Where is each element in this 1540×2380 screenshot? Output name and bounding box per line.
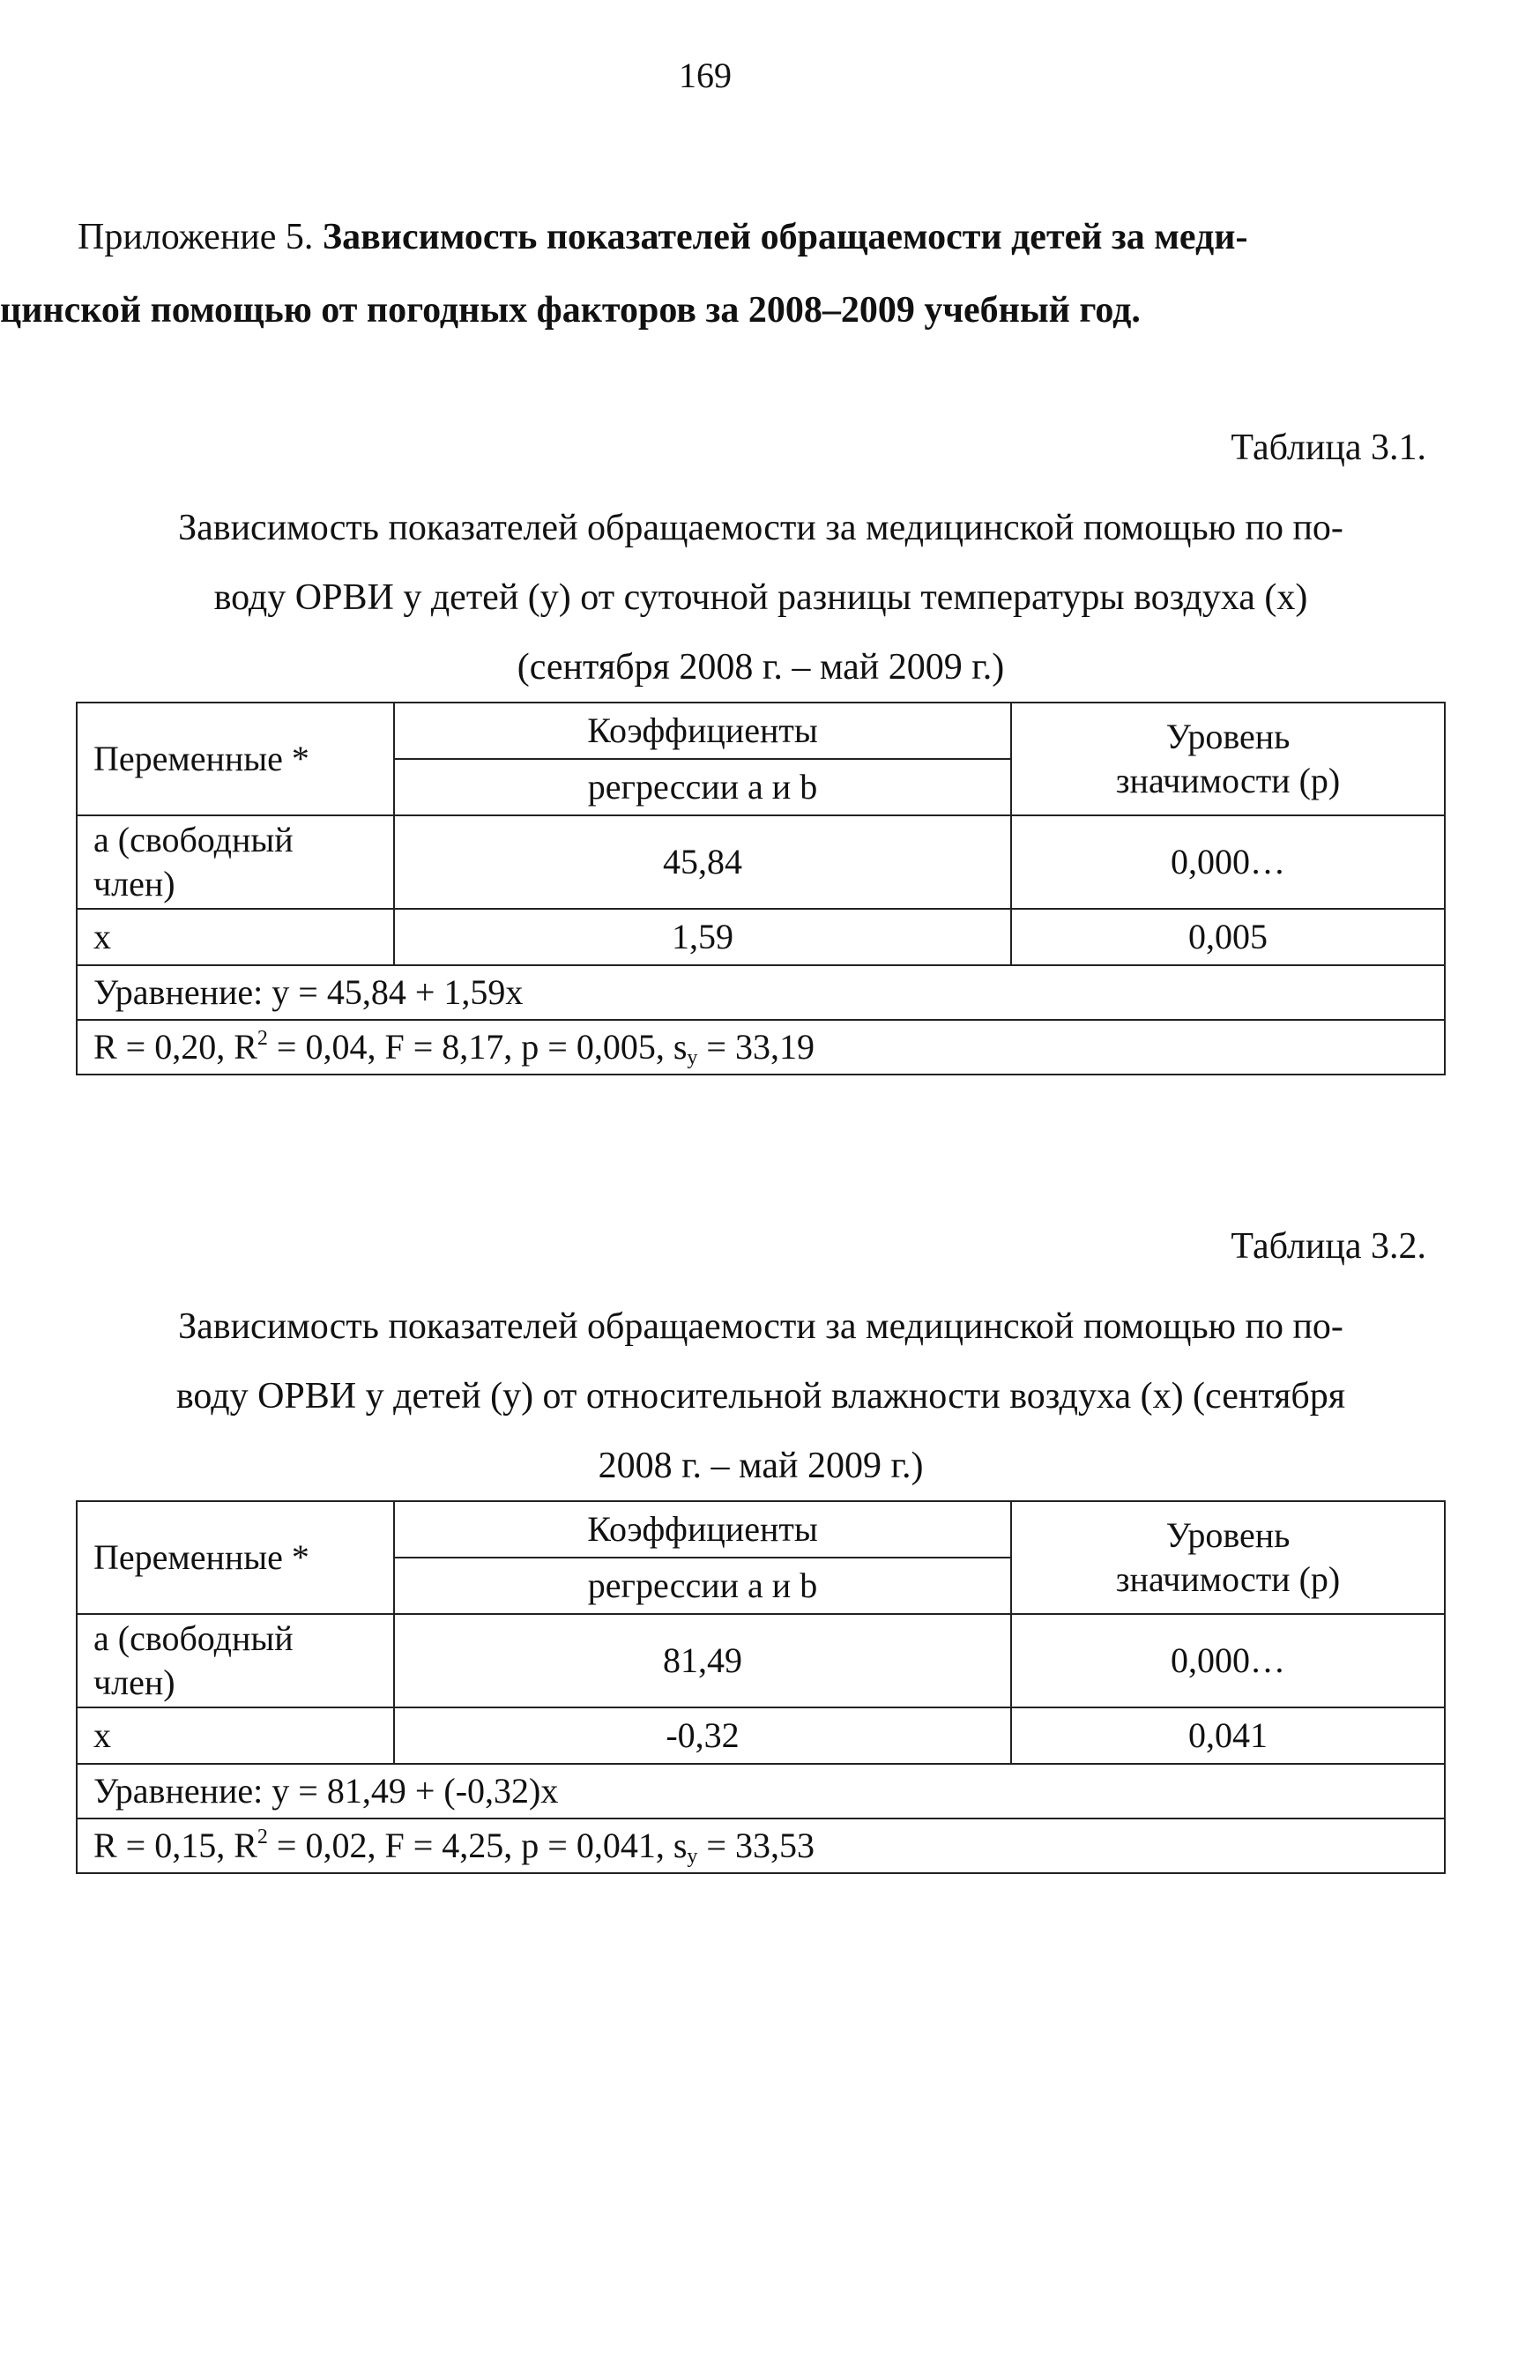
row-coefficient: 45,84 (394, 815, 1011, 909)
row-p-value: 0,041 (1011, 1707, 1445, 1764)
header-significance (1011, 1501, 1445, 1614)
header-sig-top: Уровень (1165, 717, 1291, 756)
header-row (77, 1501, 1445, 1558)
stat-mid: = 0,04, F = 8,17, p = 0,005, s (267, 1027, 688, 1067)
row-variable-line1: a (свободный (93, 1618, 294, 1658)
table-label-1: Таблица 3.1. (1231, 428, 1426, 468)
row-p-value: 0,000… (1011, 815, 1445, 909)
table-label-2: Таблица 3.2. (1231, 1226, 1426, 1267)
header-sig-top: Уровень (1165, 1515, 1291, 1555)
equation: Уравнение: y = 81,49 + (-0,32)x (77, 1764, 1445, 1818)
row-variable-line2: член) (93, 1662, 175, 1702)
appendix-prefix: Приложение 5. (78, 217, 314, 257)
table-row (77, 815, 1445, 909)
row-variable: x (77, 1707, 394, 1764)
header-variables: Переменные * (77, 703, 394, 815)
stat-s-sub: y (687, 1046, 698, 1069)
page-number: 169 (679, 56, 732, 95)
stat-mid: = 0,02, F = 4,25, p = 0,041, s (267, 1826, 688, 1865)
fit-statistics (77, 1020, 1445, 1075)
table-row (77, 1707, 1445, 1764)
table-row (77, 909, 1445, 965)
stat-r-sup: 2 (257, 1826, 268, 1848)
header-variables: Переменные * (77, 1501, 394, 1614)
header-coef-top: Коэффициенты (394, 703, 1011, 759)
row-variable: x (77, 909, 394, 965)
appendix-heading-line2 (0, 274, 1499, 347)
row-coefficient: 81,49 (394, 1614, 1011, 1707)
caption-line: Зависимость показателей обращаемости за медицинской помощью по по- (178, 508, 1343, 548)
row-variable (77, 815, 394, 909)
caption-line: 2008 г. – май 2009 г.) (598, 1446, 924, 1486)
appendix-heading-line1 (0, 201, 1499, 274)
row-variable-line1: a (свободный (93, 820, 294, 859)
stat-r: R = 0,20, R (93, 1027, 257, 1067)
row-p-value: 0,000… (1011, 1614, 1445, 1707)
header-coef-top: Коэффициенты (394, 1501, 1011, 1558)
header-coef-bottom: регрессии a и b (394, 1558, 1011, 1614)
appendix-heading (0, 201, 1499, 347)
header-sig-bottom: значимости (p) (1115, 1559, 1341, 1599)
row-variable-line2: член) (93, 864, 175, 904)
stat-end: = 33,53 (697, 1826, 815, 1865)
row-coefficient: -0,32 (394, 1707, 1011, 1764)
regression-table-1 (76, 702, 1446, 1075)
row-variable (77, 1614, 394, 1707)
caption-line: воду ОРВИ у детей (y) от относительной влажности воздуха (x) (сентября (175, 1376, 1346, 1417)
row-p-value: 0,005 (1011, 909, 1445, 965)
stats-row (77, 1020, 1445, 1075)
stat-end: = 33,19 (697, 1027, 815, 1067)
equation-row (77, 1764, 1445, 1818)
caption-line: Зависимость показателей обращаемости за медицинской помощью по по- (178, 1306, 1343, 1347)
header-significance (1011, 703, 1445, 815)
stats-row (77, 1818, 1445, 1873)
stat-r: R = 0,15, R (93, 1826, 257, 1865)
equation: Уравнение: y = 45,84 + 1,59x (77, 965, 1445, 1020)
fit-statistics (77, 1818, 1445, 1873)
caption-line: (сентября 2008 г. – май 2009 г.) (517, 647, 1005, 688)
stat-s-sub: y (687, 1845, 698, 1868)
table-row (77, 1614, 1445, 1707)
stat-r-sup: 2 (257, 1027, 268, 1050)
header-coef-bottom: регрессии a и b (394, 759, 1011, 815)
equation-row (77, 965, 1445, 1020)
caption-line: воду ОРВИ у детей (y) от суточной разницы температуры воздуха (x) (213, 577, 1308, 618)
table-caption-1 (113, 494, 1409, 703)
header-row (77, 703, 1445, 759)
regression-table-2 (76, 1500, 1446, 1874)
row-coefficient: 1,59 (394, 909, 1011, 965)
appendix-title-part2: цинской помощью от погодных факторов за 2008–2009 учебный год. (0, 290, 1141, 331)
appendix-title-part1: Зависимость показателей обращаемости детей за меди- (322, 217, 1248, 257)
table-caption-2 (113, 1292, 1409, 1501)
header-sig-bottom: значимости (p) (1115, 761, 1341, 800)
